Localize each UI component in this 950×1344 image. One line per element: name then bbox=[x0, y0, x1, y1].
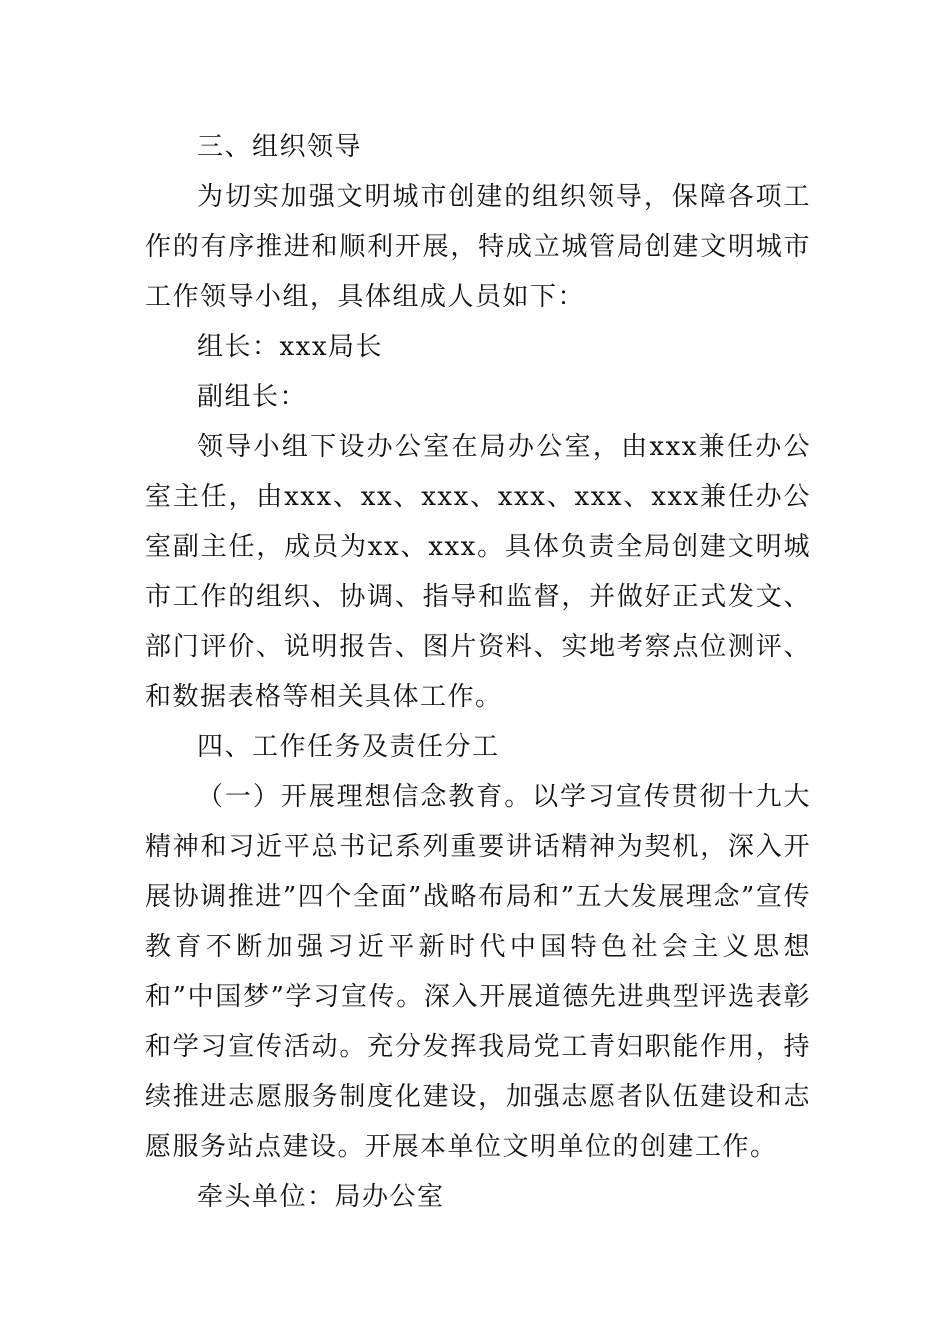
paragraph-task-one: （一）开展理想信念教育。以学习宣传贯彻十九大精神和习近平总书记系列重要讲话精神为契机，深入开展协调推进”四个全面”战略布局和”五大发展理念”宣传教育不断加强习近平新时代中国特色社会主义思想和”中国梦”学习宣传。深入开展道德先进典型评选表彰和学习宣传活动。充分发挥我局党工青妇职能作用，持续推进志愿服务制度化建设，加强志愿者队伍建设和志愿服务站点建设。开展本单位文明单位的创建工作。 bbox=[145, 782, 811, 1162]
section-heading-organization: 三、组织领导 bbox=[197, 132, 363, 162]
document-body bbox=[145, 122, 811, 1222]
paragraph-deputy-leader: 副组长： bbox=[197, 382, 308, 412]
paragraph-office-setup: 领导小组下设办公室在局办公室，由xxx兼任办公室主任，由xxx、xx、xxx、xxx、xxx、xxx兼任办公室副主任，成员为xx、xxx。具体负责全局创建文明城市工作的组织、协调、指导和监督，并做好正式发文、部门评价、说明报告、图片资料、实地考察点位测评、和数据表格等相关具体工作。 bbox=[145, 432, 811, 712]
paragraph-lead-unit: 牵头单位：局办公室 bbox=[197, 1182, 445, 1212]
paragraph-group-leader: 组长：xxx局长 bbox=[197, 332, 383, 362]
paragraph-organization-intro: 为切实加强文明城市创建的组织领导，保障各项工作的有序推进和顺利开展，特成立城管局创建文明城市工作领导小组，具体组成人员如下： bbox=[145, 182, 811, 312]
section-heading-tasks: 四、工作任务及责任分工 bbox=[197, 732, 500, 762]
